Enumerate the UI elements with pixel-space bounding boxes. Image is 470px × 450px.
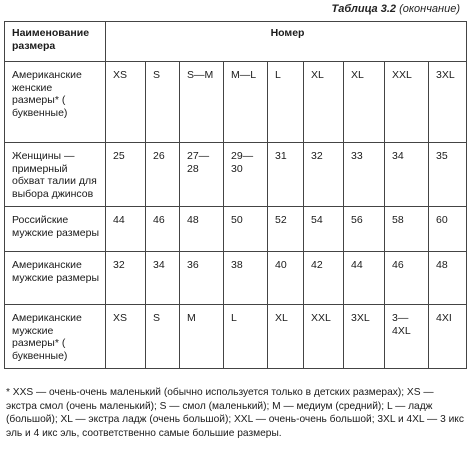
table-body: [5, 62, 467, 369]
table-cell: XL: [344, 62, 385, 143]
table-cell: XXL: [385, 62, 429, 143]
table-cell: 32: [106, 252, 146, 305]
table-cell: 35: [429, 143, 467, 207]
row-label: Американские женские размеры* ( буквенные): [5, 62, 106, 143]
table-cell: 3XL: [429, 62, 467, 143]
table-cell: 54: [304, 207, 344, 252]
table-cell: M: [180, 305, 224, 369]
table-caption: [332, 3, 460, 15]
header-number: Номер: [106, 22, 467, 62]
table-cell: S: [146, 305, 180, 369]
table-cell: XL: [268, 305, 304, 369]
table-row: [5, 62, 467, 143]
row-label: Американские мужские размеры: [5, 252, 106, 305]
table-cell: 29—30: [224, 143, 268, 207]
table-cell: 58: [385, 207, 429, 252]
table-cell: 48: [429, 252, 467, 305]
table-cell: 34: [385, 143, 429, 207]
table-cell: 56: [344, 207, 385, 252]
table-cell: 36: [180, 252, 224, 305]
caption-label: Таблица 3.2: [331, 3, 397, 15]
table-cell: XS: [106, 62, 146, 143]
caption-suffix: (окончание): [396, 3, 460, 15]
table-cell: L: [268, 62, 304, 143]
table-cell: 52: [268, 207, 304, 252]
table-cell: 44: [344, 252, 385, 305]
table-cell: 27—28: [180, 143, 224, 207]
table-cell: 48: [180, 207, 224, 252]
table-cell: 50: [224, 207, 268, 252]
table-cell: 46: [385, 252, 429, 305]
table-cell: 32: [304, 143, 344, 207]
table-cell: 44: [106, 207, 146, 252]
row-label: Российские мужские размеры: [5, 207, 106, 252]
table-cell: XL: [304, 62, 344, 143]
table-cell: 46: [146, 207, 180, 252]
table-cell: S—M: [180, 62, 224, 143]
table-cell: 42: [304, 252, 344, 305]
table-cell: 3XL: [344, 305, 385, 369]
table-cell: 4XI: [429, 305, 467, 369]
table-cell: 38: [224, 252, 268, 305]
table-row: [5, 305, 467, 369]
row-label: Американские мужские размеры* ( буквенные): [5, 305, 106, 369]
table-cell: 25: [106, 143, 146, 207]
table-row: [5, 252, 467, 305]
table-cell: 40: [268, 252, 304, 305]
table-cell: 31: [268, 143, 304, 207]
table-row: [5, 143, 467, 207]
table-cell: XS: [106, 305, 146, 369]
table-cell: 26: [146, 143, 180, 207]
table-header-row: [5, 22, 467, 62]
table-cell: S: [146, 62, 180, 143]
header-size-name: Наименование размера: [5, 22, 106, 62]
table-cell: L: [224, 305, 268, 369]
table-cell: 3—4XL: [385, 305, 429, 369]
size-table: [4, 21, 467, 369]
table-cell: 34: [146, 252, 180, 305]
footnote: * XXS — очень-очень маленький (обычно используется только в детских размерах); XS — экстра смол (очень маленький); S — смол (маленький); M — медиум (средний); L — ладж (большой); XL — экстра ладж (очень большой); XXL — очень-очень большой; 3XL и 4XL — 3 икс эль и 4 икс эль, соответственно самые большие размеры.: [6, 387, 464, 439]
table-cell: 60: [429, 207, 467, 252]
table-cell: 33: [344, 143, 385, 207]
row-label: Женщины — примерный обхват талии для выбора джинсов: [5, 143, 106, 207]
table-cell: XXL: [304, 305, 344, 369]
table-row: [5, 207, 467, 252]
table-cell: M—L: [224, 62, 268, 143]
